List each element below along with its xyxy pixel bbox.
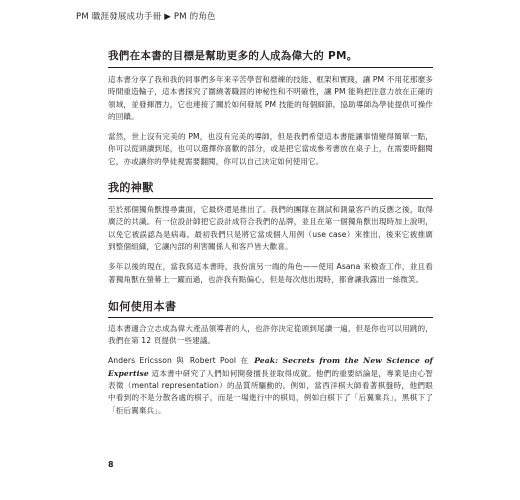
section-heading-my-unicorn: 我的神獸 <box>108 179 433 199</box>
page-content <box>108 48 433 425</box>
lead-heading: 我們在本書的目標是幫助更多的人成為偉大的 PM。 <box>108 48 433 68</box>
section-heading-how-to-use: 如何使用本書 <box>108 298 433 318</box>
unicorn-paragraph-1: 至於那個獨角獸搜尋畫面，它最終還是推出了。我們的團隊在測試和測量客戶的反應之後，取得廣泛的共識。有一位設計師把它設計成符合我們的品牌，並且在第一個獨角獸出現時加上說明，以免它被誤認為是病毒。最初我們只是將它當成個人用例（use case）來推出，後來它被推廣到整個組織，它讓內部的利害關係人和客戶皆大歡喜。 <box>108 205 433 251</box>
quote-text-after: 這本書中研究了人們如何開發擅長並取得成就。他們的重要結論是，專業是由心智表徵（mental representation）的品質所驅動的。例如，當西洋棋大師看著棋盤時，他們眼中看到的不是分散各處的棋子，而是一場進行中的棋局，例如白棋下了「后翼棄兵」，黑棋下了「拒后翼棄兵」。 <box>108 368 433 415</box>
running-header: PM 職涯發展成功手冊 ▶ PM 的角色 <box>76 12 216 22</box>
book-title: Peak: Secrets from the New Science of Expertise <box>108 356 433 378</box>
intro-paragraph-1: 這本書分享了我和我的同事們多年來辛苦學習和磨練的技能、框架和實踐，讓 PM 不用花那麼多時間重造輪子，這本書探究了圍繞著職涯的神秘性和不明確性，讓 PM 能夠把注意力放在正確的領域，並發揮潛力，它也連接了關於如何發展 PM 技能的每個細節，協助導師為學徒提供可操作的回饋。 <box>108 75 433 121</box>
how-to-use-paragraph-1: 這本書適合立志成為偉大產品領導者的人，也許你決定從頭到尾讀一遍，但是你也可以用跳的，我們在第 12 頁提供一些建議。 <box>108 323 433 346</box>
how-to-use-paragraph-2 <box>108 355 433 416</box>
intro-paragraph-2: 當然，世上沒有完美的 PM，也沒有完美的導師，但是我們希望這本書能讓事情變得簡單一點，你可以從頭讀到尾，也可以選擇你喜歡的部分，或是把它當成參考書放在桌子上，在需要時翻閱它，亦或讓你的學徒視需要翻閱，你可以自己決定如何使用它。 <box>108 132 433 166</box>
quote-text-before: Anders Ericsson 與 Robert Pool 在 <box>108 356 255 366</box>
page-number: 8 <box>108 460 114 469</box>
unicorn-paragraph-2: 多年以後的現在，當我寫這本書時，我扮演另一端的角色——使用 Asana 來檢查工作，並且看著獨角獸在螢幕上一躍而過，也許我有點偏心，但是每次他出現時，都會讓我露出一絲微笑。 <box>108 262 433 284</box>
